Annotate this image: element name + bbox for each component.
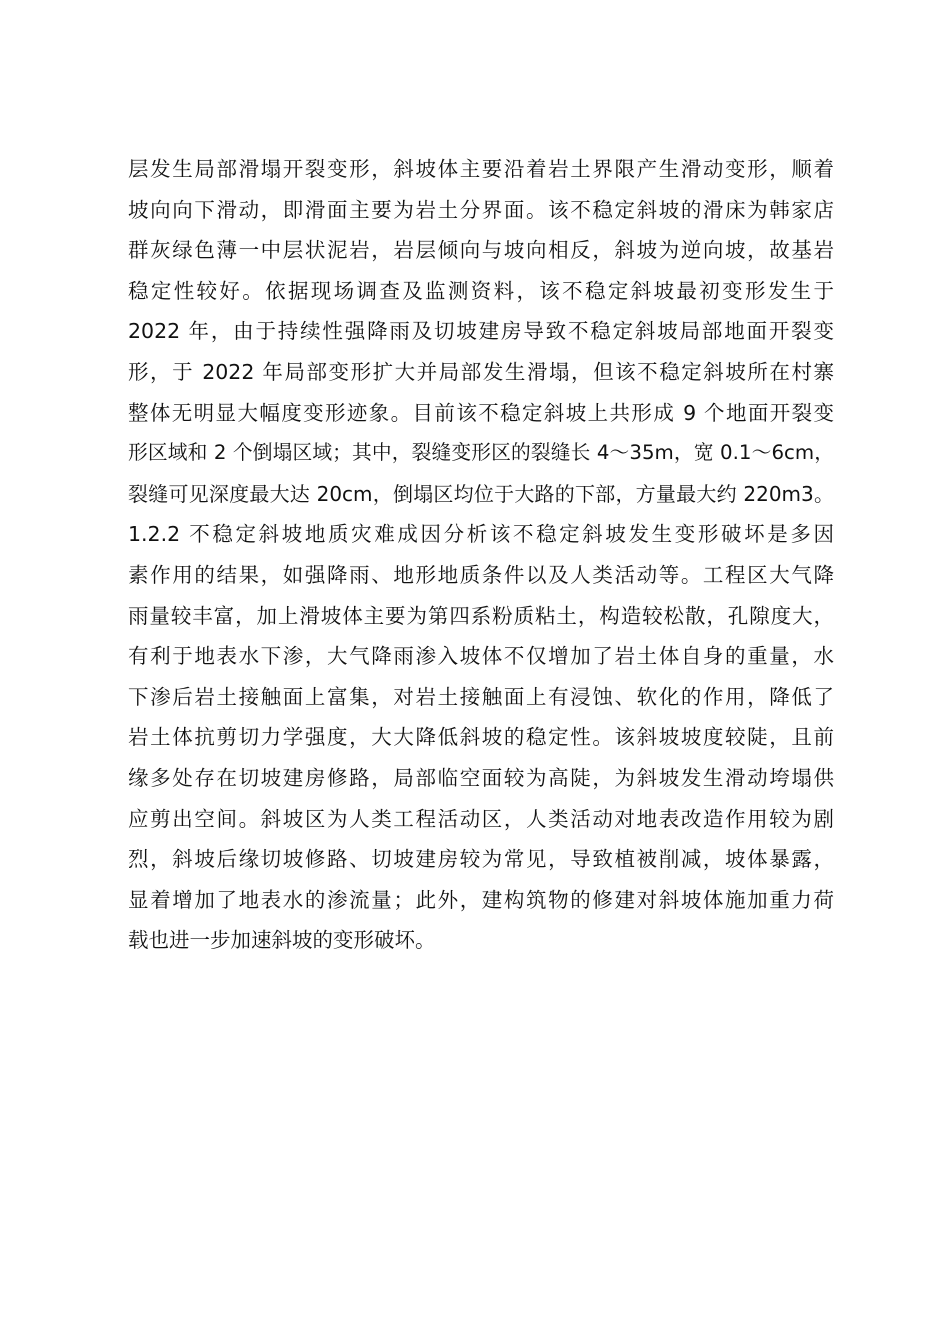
text-line: 坡向向下滑动，即滑面主要为岩土分界面。该不稳定斜坡的滑床为韩家店 [128,197,834,222]
text-line: 整体无明显大幅度变形迹象。目前该不稳定斜坡上共形成 9 个地面开裂变 [128,400,834,425]
text-line: 烈，斜坡后缘切坡修路、切坡建房较为常见，导致植被削减，坡体暴露， [128,847,834,872]
text-line: 形，于 2022 年局部变形扩大并局部发生滑塌，但该不稳定斜坡所在村寨 [128,359,834,384]
text-line: 载也进一步加速斜坡的变形破坏。 [128,928,436,953]
text-line: 雨量较丰富，加上滑坡体主要为第四系粉质粘土，构造较松散，孔隙度大， [128,603,834,628]
body-paragraph [128,149,834,961]
text-line: 有利于地表水下渗，大气降雨渗入坡体不仅增加了岩土体自身的重量，水 [128,644,834,669]
text-line: 层发生局部滑塌开裂变形，斜坡体主要沿着岩土界限产生滑动变形，顺着 [128,157,834,181]
section-heading-line: 1.2.2 不稳定斜坡地质灾难成因分析该不稳定斜坡发生变形破坏是多因 [128,522,834,547]
text-line: 2022 年，由于持续性强降雨及切坡建房导致不稳定斜坡局部地面开裂变 [128,319,834,344]
text-line: 岩土体抗剪切力学强度，大大降低斜坡的稳定性。该斜坡坡度较陡，且前 [128,725,834,750]
text-line: 应剪出空间。斜坡区为人类工程活动区，人类活动对地表改造作用较为剧 [128,806,834,831]
text-line: 下渗后岩土接触面上富集，对岩土接触面上有浸蚀、软化的作用，降低了 [128,684,834,709]
text-line: 形区域和 2 个倒塌区域；其中，裂缝变形区的裂缝长 4～35m，宽 0.1～6cm， [128,441,834,465]
text-line: 裂缝可见深度最大达 20cm，倒塌区均位于大路的下部，方量最大约 220m3。 [128,481,834,506]
text-line: 群灰绿色薄一中层状泥岩，岩层倾向与坡向相反，斜坡为逆向坡，故基岩 [128,238,834,263]
text-line: 缘多处存在切坡建房修路，局部临空面较为高陡，为斜坡发生滑动垮塌供 [128,765,834,790]
text-line: 稳定性较好。依据现场调查及监测资料，该不稳定斜坡最初变形发生于 [128,278,834,303]
text-line: 素作用的结果，如强降雨、地形地质条件以及人类活动等。工程区大气降 [128,562,834,587]
text-line: 显着增加了地表水的渗流量；此外，建构筑物的修建对斜坡体施加重力荷 [128,887,834,912]
